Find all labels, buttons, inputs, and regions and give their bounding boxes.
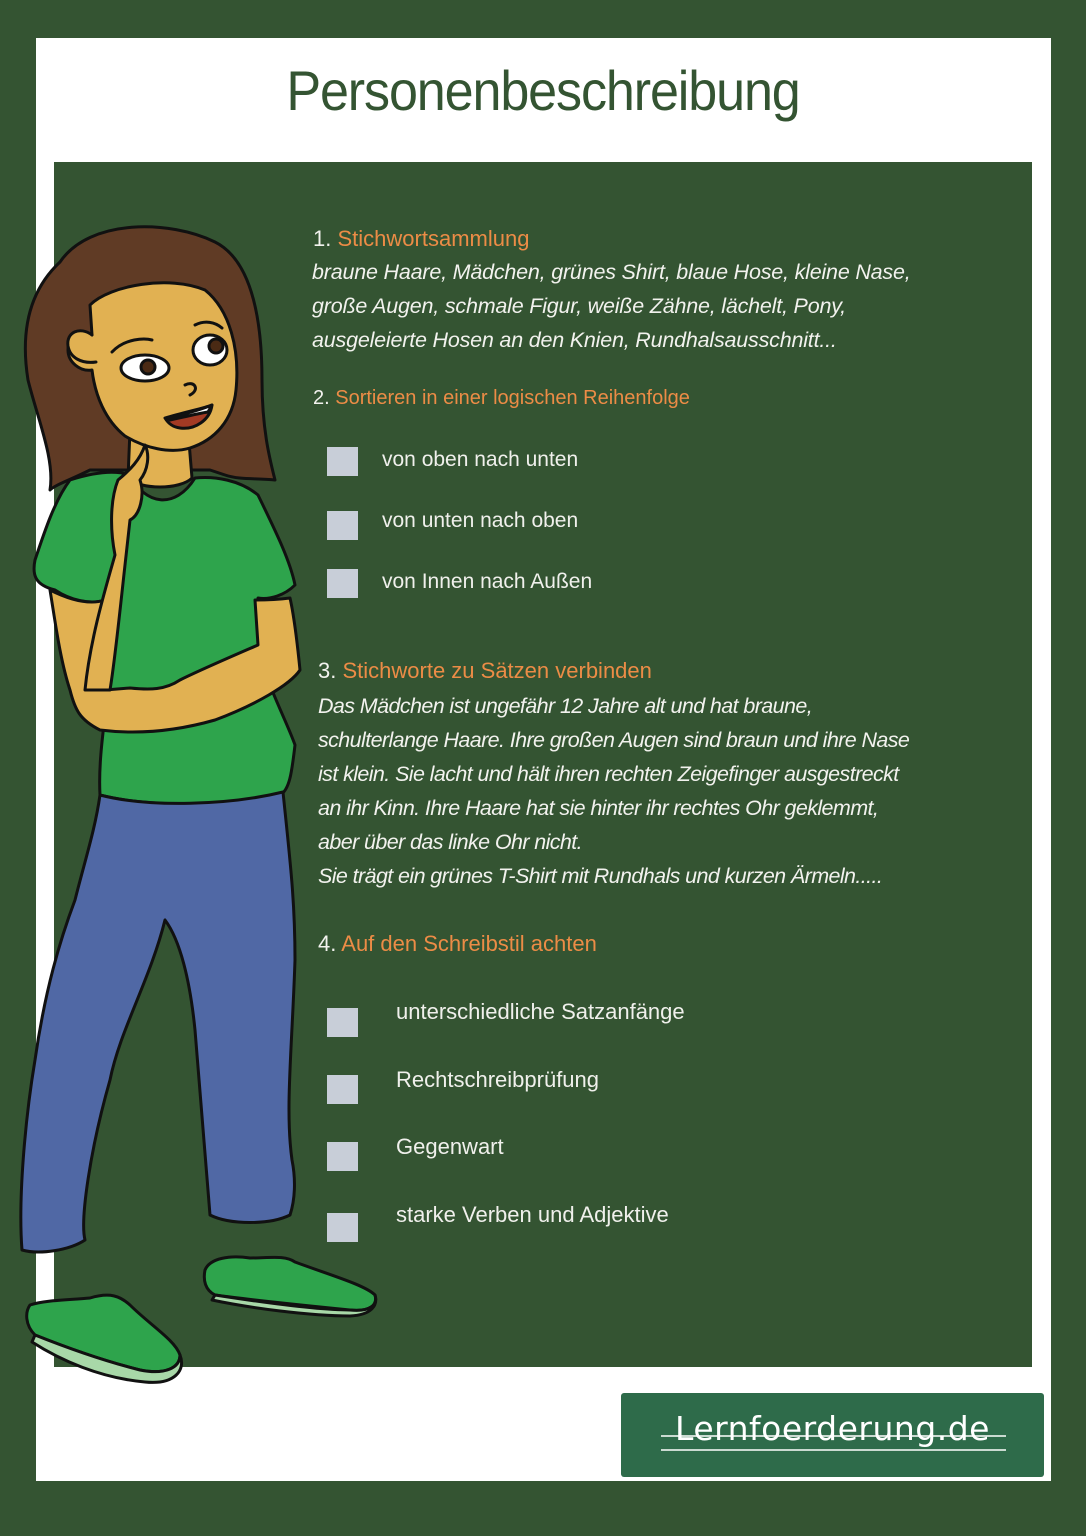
option-label: Gegenwart (396, 1134, 504, 1159)
section-number: 2. (313, 387, 330, 409)
jeans (21, 792, 295, 1252)
section-number: 3. (318, 658, 337, 683)
section-3-line-2: schulterlange Haare. Ihre großen Augen sind braun und ihre Nase (318, 728, 910, 752)
option-label: Rechtschreibprüfung (396, 1067, 600, 1092)
section-title: Stichworte zu Sätzen verbinden (342, 658, 652, 683)
section-1-line-3: ausgeleierte Hosen an den Knien, Rundhalsausschnitt... (312, 328, 837, 352)
option-label: von oben nach unten (382, 448, 579, 471)
option-label: unterschiedliche Satzanfänge (396, 999, 685, 1024)
section-3-line-1: Das Mädchen ist ungefähr 12 Jahre alt und hat braune, (318, 694, 813, 718)
section-number: 4. (318, 931, 337, 956)
section-number: 1. (313, 226, 332, 251)
option-label: von unten nach oben (382, 509, 579, 532)
page-title: Personenbeschreibung (286, 59, 800, 122)
section-3-line-6: Sie trägt ein grünes T-Shirt mit Rundhals und kurzen Ärmeln..... (318, 864, 883, 888)
logo-line-bottom (661, 1449, 1006, 1451)
section-1-line-1: braune Haare, Mädchen, grünes Shirt, blaue Hose, kleine Nase, (312, 260, 911, 284)
option-label: von Innen nach Außen (382, 570, 593, 593)
section-3-line-3: ist klein. Sie lacht und hält ihren rechten Zeigefinger ausgestreckt (318, 762, 899, 786)
section-1-line-2: große Augen, schmale Figur, weiße Zähne, lächelt, Pony, (312, 294, 846, 318)
option-label: starke Verben und Adjektive (396, 1202, 669, 1227)
section-3-line-4: an ihr Kinn. Ihre Haare hat sie hinter ihr rechtes Ohr geklemmt, (318, 796, 879, 820)
logo-text: Lernfoerderung.de (675, 1409, 990, 1448)
section-title: Sortieren in einer logischen Reihenfolge (335, 387, 690, 409)
section-3-line-5: aber über das linke Ohr nicht. (318, 830, 583, 854)
lernfoerderung-logo[interactable] (621, 1393, 1044, 1477)
section-title: Auf den Schreibstil achten (341, 931, 597, 956)
girl-illustration (0, 200, 400, 1390)
section-title: Stichwortsammlung (337, 226, 530, 251)
